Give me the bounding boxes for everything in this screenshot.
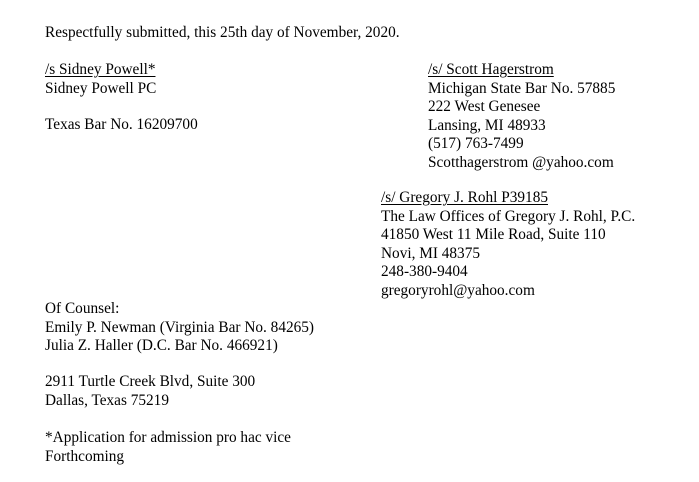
hagerstrom-signature: /s/ Scott Hagerstrom [428, 61, 554, 78]
rohl-firm: The Law Offices of Gregory J. Rohl, P.C. [381, 207, 636, 225]
footnote-block [45, 429, 291, 466]
powell-firm: Sidney Powell PC [45, 79, 157, 97]
of-counsel-address-street: 2911 Turtle Creek Blvd, Suite 300 [45, 373, 256, 390]
of-counsel-member-haller: Julia Z. Haller (D.C. Bar No. 466921) [45, 337, 278, 354]
submission-statement: Respectfully submitted, this 25th day of November, 2020. [45, 24, 400, 41]
of-counsel-address-city: Dallas, Texas 75219 [45, 391, 169, 409]
of-counsel-heading: Of Counsel: [45, 300, 120, 317]
footnote-line-2: Forthcoming [45, 447, 125, 465]
footnote-line-1: *Application for admission pro hac vice [45, 429, 291, 446]
hagerstrom-address-city: Lansing, MI 48933 [428, 116, 546, 134]
rohl-address-street: 41850 West 11 Mile Road, Suite 110 [381, 226, 606, 243]
hagerstrom-block [428, 61, 615, 172]
of-counsel-block [45, 300, 314, 356]
hagerstrom-bar-number: Michigan State Bar No. 57885 [428, 79, 616, 97]
powell-bar-number: Texas Bar No. 16209700 [45, 116, 198, 133]
hagerstrom-email: Scotthagerstrom @yahoo.com [428, 153, 614, 171]
rohl-email: gregoryrohl@yahoo.com [381, 281, 535, 299]
hagerstrom-phone: (517) 763-7499 [428, 135, 524, 152]
left-counsel-block [45, 61, 156, 98]
rohl-block [381, 189, 635, 300]
rohl-phone: 248-380-9404 [381, 263, 468, 280]
hagerstrom-address-street: 222 West Genesee [428, 98, 541, 115]
rohl-address-city: Novi, MI 48375 [381, 244, 481, 262]
powell-signature: /s Sidney Powell* [45, 61, 156, 78]
of-counsel-member-newman: Emily P. Newman (Virginia Bar No. 84265) [45, 318, 315, 336]
rohl-signature: /s/ Gregory J. Rohl P39185 [381, 189, 548, 206]
of-counsel-address-block [45, 373, 255, 410]
